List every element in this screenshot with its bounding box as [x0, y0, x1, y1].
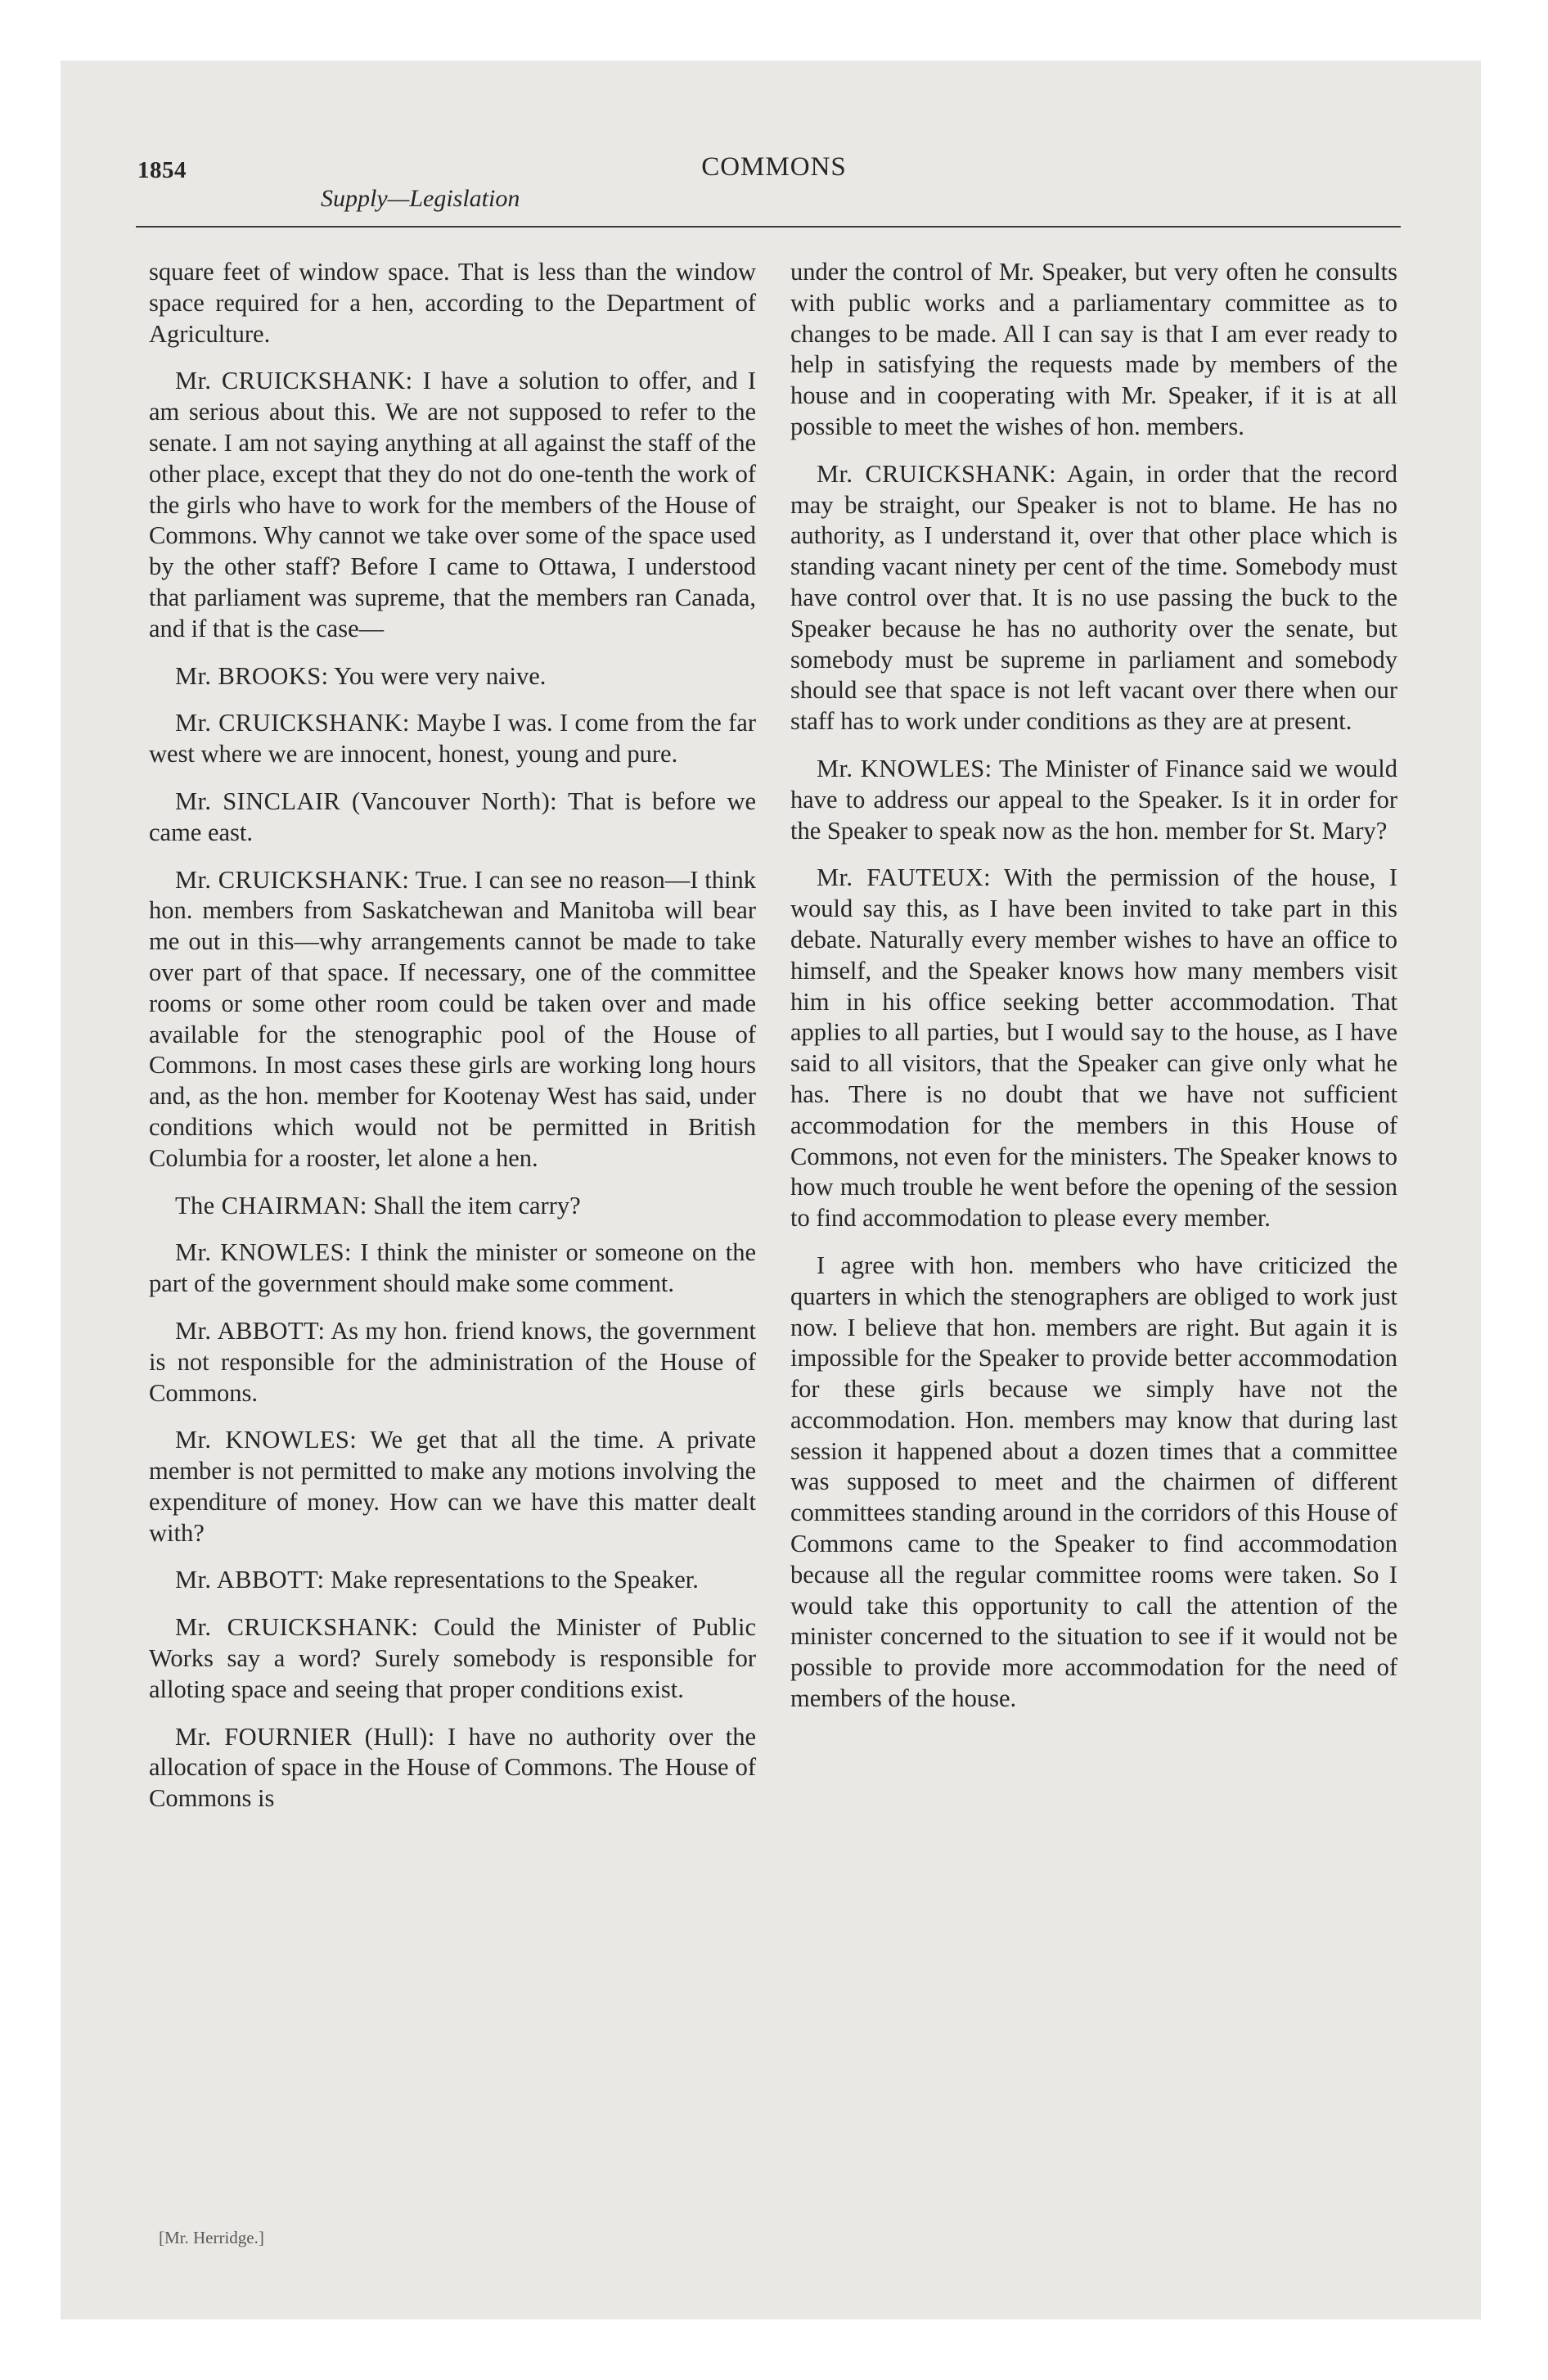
- paragraph: [149, 1565, 756, 1596]
- paragraph-text: That is before we came east.: [149, 787, 757, 846]
- paragraph: [149, 708, 756, 770]
- paragraph: [149, 787, 756, 849]
- paragraph-text: You were very naive.: [333, 661, 547, 690]
- paragraph: [149, 865, 756, 1174]
- section-title: Supply—Legislation: [321, 185, 520, 212]
- speaker-name: Mr. FAUTEUX:: [817, 863, 991, 892]
- paragraph-text: As my hon. friend knows, the government is not responsible for the administration of the House of Commons.: [149, 1316, 756, 1407]
- speaker-name: Mr. FOURNIER (Hull):: [175, 1722, 435, 1751]
- paragraph-text: Shall the item carry?: [373, 1191, 581, 1219]
- paragraph: [149, 1425, 756, 1548]
- speaker-name: Mr. BROOKS:: [175, 661, 329, 690]
- paragraph: [149, 1237, 756, 1300]
- paragraph: [149, 1191, 756, 1222]
- paragraph-text: Make representations to the Speaker.: [331, 1566, 699, 1594]
- paragraph-text: Again, in order that the record may be straight, our Speaker is not to blame. He has no authority, as I understand it, over that other place which is standing vacant ninety per cent of the time. Somebody must have control over that. It is no use passing the buck to the Speaker because he has no authority over the senate, but somebody must be supreme in parliament and somebody should see that space is not left vacant over there when our staff has to work under conditions as they are at present.: [790, 459, 1398, 736]
- speaker-name: The CHAIRMAN:: [175, 1191, 367, 1219]
- paragraph-text: I agree with hon. members who have criticized the quarters in which the stenographers are obliged to work just now. I believe that hon. members are right. But again it is impossible for the Speaker to provide better accommodation for these girls because we simply have not the accommodation. Hon. members may know that during last session it happened about a dozen times that a committee was supposed to meet and the chairmen of different committees standing around in the corridors of this House of Commons came to the Speaker to find accommodation because all the regular committee rooms were taken. So I would take this opportunity to call the attention of the minister concerned to the situation to see if it would not be possible to provide more accommodation for the need of members of the house.: [790, 1251, 1397, 1713]
- page-number: 1854: [137, 157, 187, 183]
- paragraph-text: Maybe I was. I come from the far west where we are innocent, honest, young and pure.: [149, 709, 757, 769]
- paragraph: [149, 1612, 756, 1705]
- speaker-name: Mr. ABBOTT:: [175, 1566, 325, 1594]
- paragraph-text: The Minister of Finance said we would have to address our appeal to the Speaker. Is it in order for the Speaker to speak now as the hon. member for St. Mary?: [790, 754, 1397, 845]
- paragraph: [149, 661, 756, 692]
- speaker-name: Mr. KNOWLES:: [175, 1238, 352, 1267]
- speaker-name: Mr. KNOWLES:: [175, 1426, 358, 1454]
- paragraph: [149, 257, 756, 349]
- paragraph: [790, 257, 1397, 443]
- running-title: COMMONS: [701, 152, 847, 182]
- paragraph: [149, 1722, 756, 1814]
- left-column: [149, 257, 756, 1831]
- paragraph-text: under the control of Mr. Speaker, but very often he consults with public works and a parliamentary committee as to changes to be made. All I can say is that I am ever ready to help in satisfying the requests made by members of the house and in cooperating with Mr. Speaker, if it is at all possible to meet the wishes of hon. members.: [790, 258, 1397, 440]
- right-column: [790, 257, 1397, 1731]
- speaker-name: Mr. SINCLAIR (Vancouver North):: [175, 787, 558, 815]
- paragraph: [790, 863, 1397, 1234]
- paragraph: [790, 754, 1397, 846]
- speaker-name: Mr. KNOWLES:: [817, 754, 992, 782]
- paragraph-text: square feet of window space. That is less than the window space required for a hen, according to the Department of Agriculture.: [149, 258, 756, 348]
- paragraph-text: True. I can see no reason—I think hon. members from Saskatchewan and Manitoba will bear me out in this—why arrangements cannot be made to take over part of that space. If necessary, one of the committee rooms or some other room could be taken over and made available for the stenographic pool of the House of Commons. In most cases these girls are working long hours and, as the hon. member for Kootenay West has said, under conditions which would not be permitted in British Columbia for a rooster, let alone a hen.: [149, 865, 756, 1172]
- header-rule: [136, 226, 1401, 228]
- paragraph-text: We get that all the time. A private member is not permitted to make any motions involving the expenditure of money. How can we have this matter dealt with?: [149, 1426, 756, 1547]
- paragraph-text: I have a solution to offer, and I am serious about this. We are not supposed to refer to the senate. I am not saying anything at all against the staff of the other place, except that they do not do one-tenth the work of the girls who have to work for the members of the House of Commons. Why cannot we take over some of the space used by the other staff? Before I came to Ottawa, I understood that parliament was supreme, that the members ran Canada, and if that is the case—: [149, 367, 757, 642]
- paragraph: [790, 1251, 1397, 1715]
- speaker-name: Mr. CRUICKSHANK:: [175, 865, 410, 894]
- paragraph: [149, 366, 756, 644]
- speaker-name: Mr. CRUICKSHANK:: [175, 1613, 419, 1642]
- paragraph-text: I have no authority over the allocation of space in the House of Commons. The House of Commons is: [149, 1722, 756, 1813]
- paragraph: [149, 1316, 756, 1409]
- speaker-name: Mr. CRUICKSHANK:: [817, 459, 1056, 488]
- paragraph-text: I think the minister or someone on the part of the government should make some comment.: [149, 1238, 756, 1298]
- speaker-name: Mr. ABBOTT:: [175, 1316, 326, 1345]
- speaker-name: Mr. CRUICKSHANK:: [175, 709, 410, 737]
- footer-note: [Mr. Herridge.]: [159, 2228, 264, 2247]
- speaker-name: Mr. CRUICKSHANK:: [175, 367, 413, 395]
- paragraph: [790, 459, 1397, 737]
- paragraph-text: With the permission of the house, I would say this, as I have been invited to take part in this debate. Naturally every member wishes to have an office to himself, and the Speaker knows how many members visit him in his office seeking better accommodation. That applies to all parties, but I would say to the house, as I have said to all visitors, that the Speaker can give only what he has. There is no doubt that we have not sufficient accommodation for the members in this House of Commons, not even for the ministers. The Speaker knows to how much trouble he went before the opening of the session to find accommodation to please every member.: [790, 863, 1397, 1233]
- paragraph-text: Could the Minister of Public Works say a word? Surely somebody is responsible for alloting space and seeing that proper conditions exist.: [149, 1613, 756, 1703]
